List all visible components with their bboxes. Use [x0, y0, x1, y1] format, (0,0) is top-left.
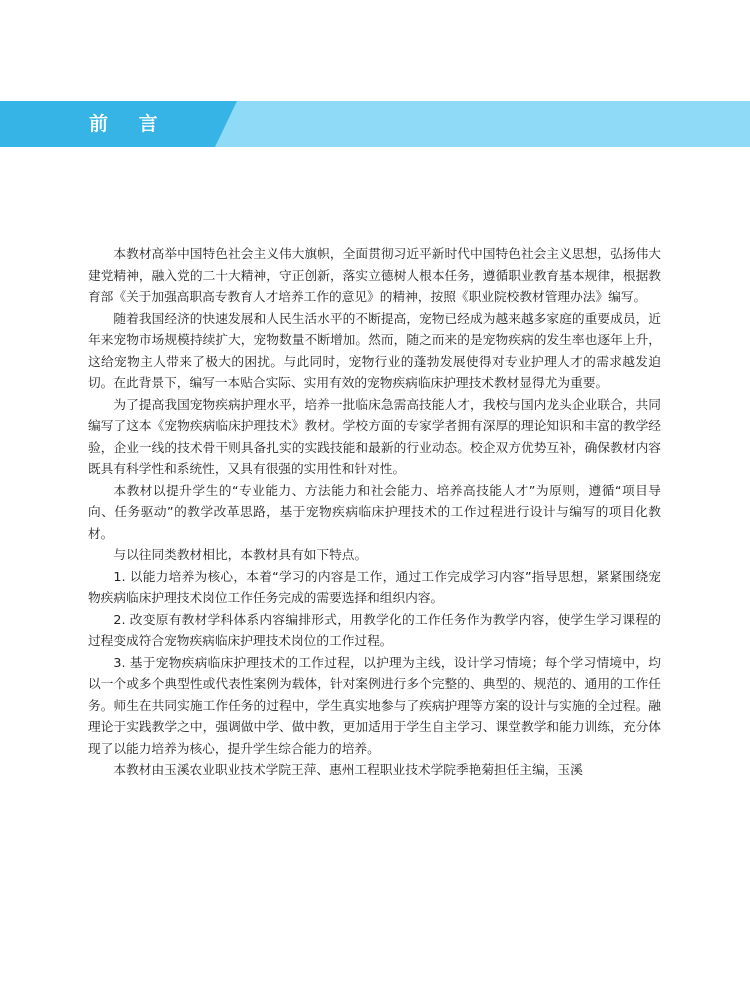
page-title: 前 言	[89, 113, 170, 135]
paragraph-3: 为了提高我国宠物疾病护理水平，培养一批临床急需高技能人才，我校与国内龙头企业联合，共同编写了这本《宠物疾病临床护理技术》教材。学校方面的专家学者拥有深厚的理论知识和丰富的教学经验，企业一线的技术骨干则具备扎实的实践技能和最新的行业动态。校企双方优势互补，确保教材内容既具有科学性和系统性，又具有很强的实用性和针对性。	[88, 396, 661, 476]
paragraph-9: 本教材由玉溪农业职业技术学院王萍、惠州工程职业技术学院季艳菊担任主编，玉溪	[113, 762, 583, 777]
paragraph-5: 与以往同类教材相比，本教材具有如下特点。	[113, 547, 368, 562]
section-banner	[0, 101, 750, 147]
paragraph-4: 本教材以提升学生的“专业能力、方法能力和社会能力、培养高技能人才”为原则，遵循“项目导向、任务驱动”的教学改革思路，基于宠物疾病临床护理技术的工作过程进行设计与编写的项目化教材。	[88, 482, 661, 541]
paragraph-8: 3. 基于宠物疾病临床护理技术的工作过程，以护理为主线，设计学习情境；每个学习情境中，均以一个或多个典型性或代表性案例为载体，针对案例进行多个完整的、典型的、规范的、通用的工作任务。师生在共同实施工作任务的过程中，学生真实地参与了疾病护理等方案的设计与实施的全过程。融理论于实践教学之中，强调做中学、做中教，更加适用于学生自主学习、课堂教学和能力训练，充分体现了以能力培养为核心，提升学生综合能力的培养。	[88, 654, 661, 756]
paragraph-1: 本教材高举中国特色社会主义伟大旗帜，全面贯彻习近平新时代中国特色社会主义思想，弘扬伟大建党精神，融入党的二十大精神，守正创新，落实立德树人根本任务，遵循职业教育基本规律，根据教育部《关于加强高职高专教育人才培养工作的意见》的精神，按照《职业院校教材管理办法》编写。	[88, 246, 661, 304]
paragraph-7: 2. 改变原有教材学科体系内容编排形式，用教学化的工作任务作为教学内容，使学生学习课程的过程变成符合宠物疾病临床护理技术岗位的工作过程。	[88, 611, 661, 648]
paragraph-2: 随着我国经济的快速发展和人民生活水平的不断提高，宠物已经成为越来越多家庭的重要成员，近年来宠物市场规模持续扩大，宠物数量不断增加。然而，随之而来的是宠物疾病的发生率也逐年上升，这给宠物主人带来了极大的困扰。与此同时，宠物行业的蓬勃发展使得对专业护理人才的需求越发迫切。在此背景下，编写一本贴合实际、实用有效的宠物疾病临床护理技术教材显得尤为重要。	[88, 310, 661, 390]
preface-body	[88, 243, 661, 781]
paragraph-6: 1. 以能力培养为核心，本着“学习的内容是工作，通过工作完成学习内容”指导思想，紧紧围绕宠物疾病临床护理技术岗位工作任务完成的需要选择和组织内容。	[88, 568, 661, 605]
